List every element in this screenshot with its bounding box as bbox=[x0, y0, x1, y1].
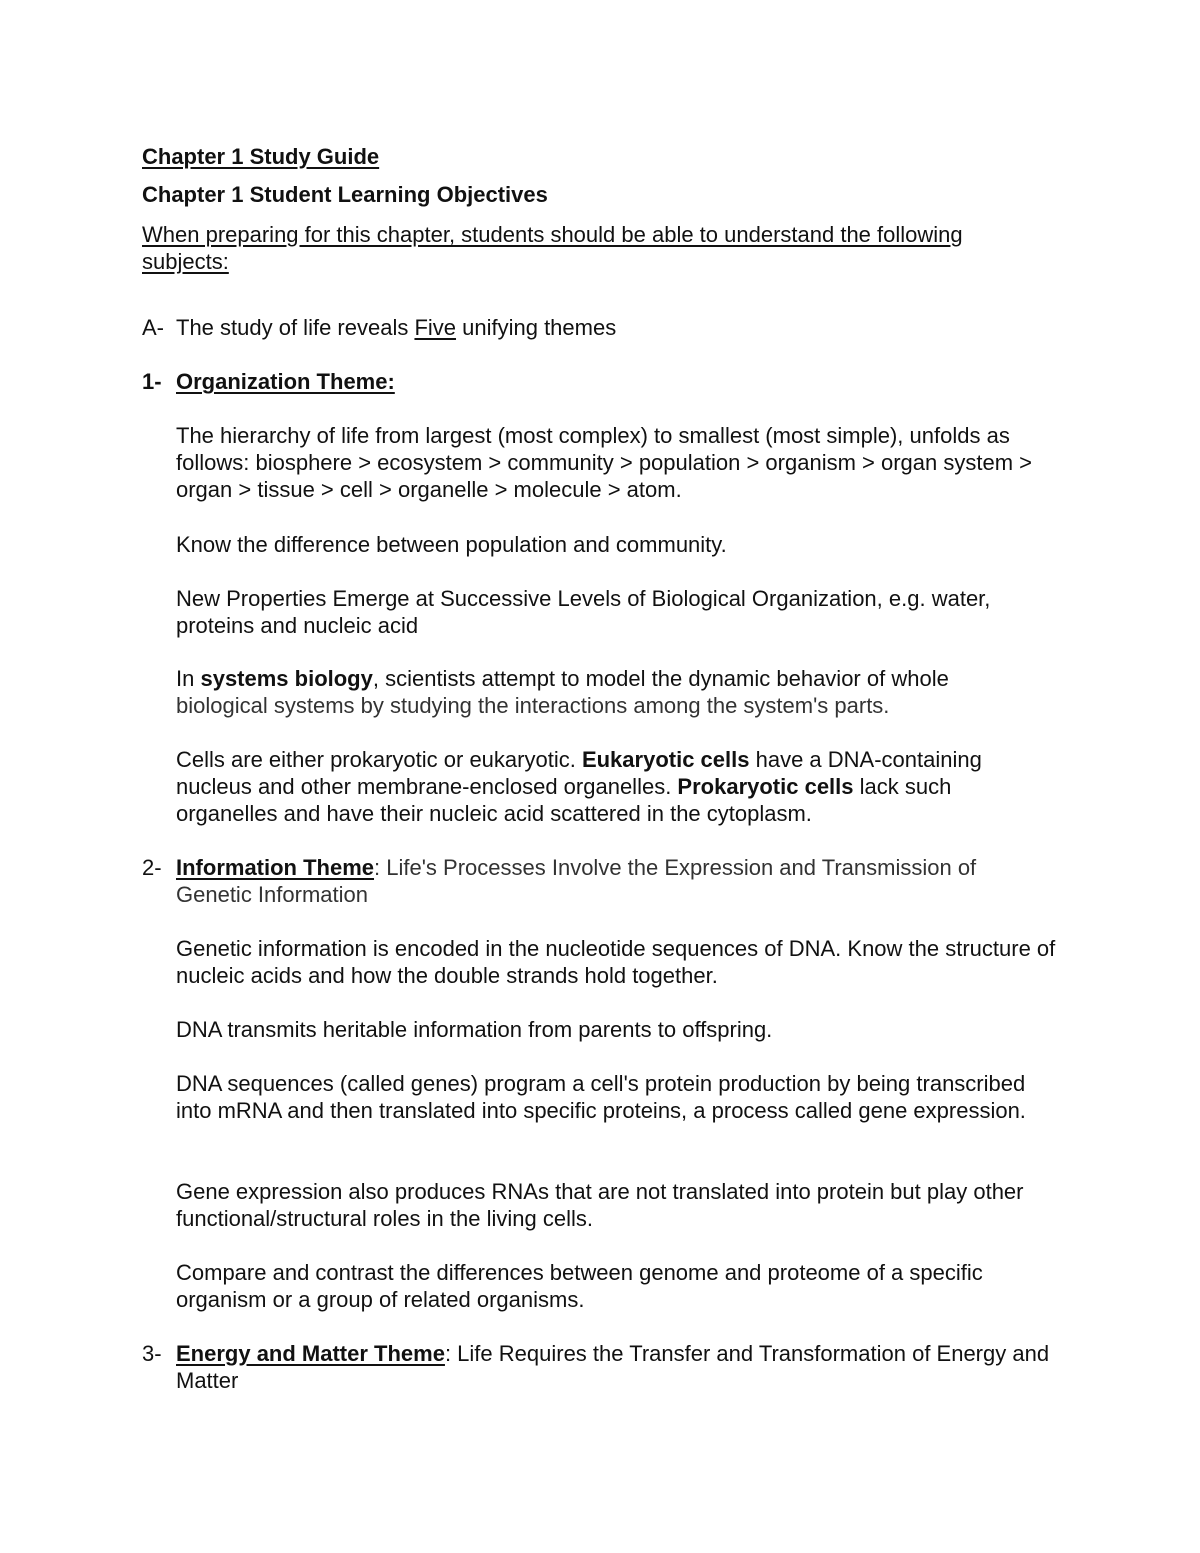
theme-2-paragraph-5: Compare and contrast the differences between genome and proteome of a specific organism or a group of related organisms. bbox=[176, 1260, 983, 1312]
p4-mid: , scientists attempt to model the dynamic behavior of whole bbox=[372, 666, 949, 691]
theme-1-paragraph-5 bbox=[176, 746, 1056, 827]
theme-3-number: 3- bbox=[142, 1341, 162, 1366]
theme-3-subtitle: : Life Requires the Transfer and Transformation of Energy and Matter bbox=[176, 1341, 1050, 1393]
p4-pre: In bbox=[176, 666, 201, 691]
theme-2-subtitle: : Life's Processes Involve the Expression and Transmission of Genetic Information bbox=[176, 855, 977, 907]
theme-2-number: 2- bbox=[142, 855, 162, 880]
theme-1-title: Organization Theme: bbox=[176, 369, 395, 394]
p4-tail: biological systems by studying the interactions among the system's parts. bbox=[176, 693, 890, 718]
section-a-highlight: Five bbox=[414, 315, 457, 340]
theme-1-number: 1- bbox=[142, 369, 162, 394]
section-a-label: A- bbox=[142, 315, 164, 340]
section-a bbox=[142, 314, 616, 341]
section-a-text-after: unifying themes bbox=[456, 315, 617, 340]
theme-2-title: Information Theme bbox=[176, 855, 375, 880]
theme-2-paragraph-1: Genetic information is encoded in the nucleotide sequences of DNA. Know the structure of nucleic acids and how the double strands hold together. bbox=[176, 936, 1056, 988]
p5-mid: have a DNA-containing nucleus and other membrane-enclosed organelles. bbox=[176, 747, 982, 799]
p5-bold-term-1: Eukaryotic cells bbox=[581, 747, 750, 772]
doc-title: Chapter 1 Study Guide bbox=[142, 144, 380, 169]
theme-1-paragraph-4 bbox=[176, 665, 1056, 719]
intro-text: When preparing for this chapter, students should be able to understand the following subjects: bbox=[142, 222, 963, 274]
theme-1-paragraph-1: The hierarchy of life from largest (most complex) to smallest (most simple), unfolds as follows: biosphere > ecosystem > community > population > organism > organ system > organ > tissue > cell > organelle > molecule > atom. bbox=[176, 423, 1032, 502]
doc-subtitle: Chapter 1 Student Learning Objectives bbox=[142, 182, 548, 207]
theme-3-title: Energy and Matter Theme bbox=[176, 1341, 445, 1366]
section-a-text-before: The study of life reveals bbox=[176, 315, 415, 340]
theme-2-paragraph-4: Gene expression also produces RNAs that are not translated into protein but play other functional/structural roles in the living cells. bbox=[176, 1179, 1024, 1231]
theme-1-paragraph-2: Know the difference between population and community. bbox=[176, 532, 727, 557]
p4-bold-term: systems biology bbox=[200, 666, 373, 691]
theme-1-paragraph-3: New Properties Emerge at Successive Levels of Biological Organization, e.g. water, proteins and nucleic acid bbox=[176, 586, 991, 638]
p5-pre: Cells are either prokaryotic or eukaryotic. bbox=[176, 747, 582, 772]
theme-2-paragraph-2: DNA transmits heritable information from parents to offspring. bbox=[176, 1017, 773, 1042]
p5-bold-term-2: Prokaryotic cells bbox=[677, 774, 854, 799]
p5-post: lack such organelles and have their nucleic acid scattered in the cytoplasm. bbox=[176, 774, 952, 826]
theme-2-paragraph-3: DNA sequences (called genes) program a cell's protein production by being transcribed into mRNA and then translated into specific proteins, a process called gene expression. bbox=[176, 1071, 1026, 1123]
